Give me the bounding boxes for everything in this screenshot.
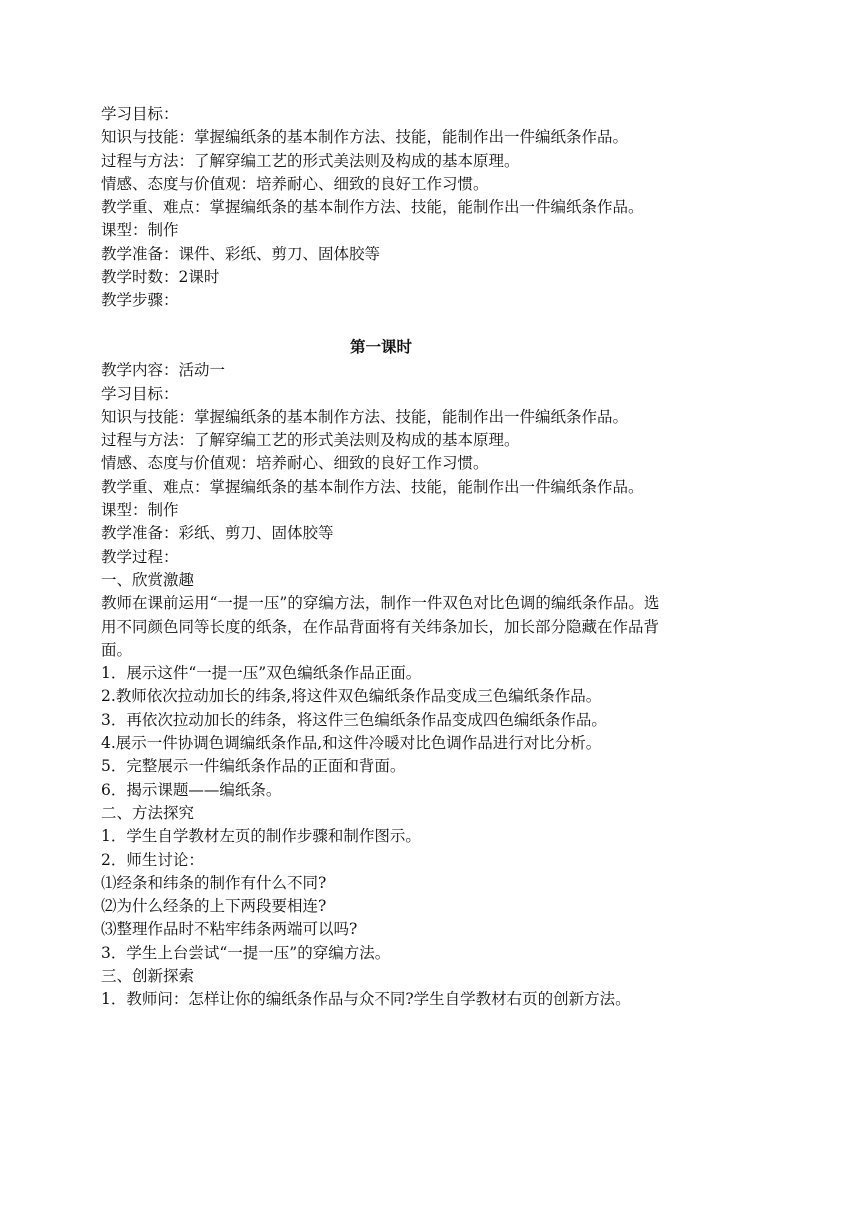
list-item: 3．学生上台尝试“一提一压”的穿编方法。 bbox=[101, 943, 391, 962]
lesson-heading: 第一课时 bbox=[349, 337, 412, 356]
lesson-one-section bbox=[101, 359, 661, 1011]
sub-list-item: ⑴经条和纬条的制作有什么不同? bbox=[101, 873, 327, 892]
objectives-label: 学习目标： bbox=[101, 384, 179, 403]
teaching-steps-label: 教学步骤： bbox=[101, 291, 179, 310]
lesson-hours-text: 教学时数：2课时 bbox=[101, 268, 220, 287]
preparation-text: 教学准备：彩纸、剪刀、固体胶等 bbox=[101, 524, 334, 543]
list-item: 3．再依次拉动加长的纬条，将这件三色编纸条作品变成四色编纸条作品。 bbox=[101, 710, 607, 729]
attitude-values-text: 情感、态度与价值观：培养耐心、细致的良好工作习惯。 bbox=[101, 454, 489, 473]
objectives-section bbox=[101, 103, 661, 313]
list-item: 2．师生讨论： bbox=[101, 850, 204, 869]
teaching-process-label: 教学过程： bbox=[101, 547, 179, 566]
objectives-label: 学习目标： bbox=[101, 105, 179, 123]
step-heading: 二、方法探究 bbox=[101, 803, 195, 822]
list-item: 4.展示一件协调色调编纸条作品,和这件冷暖对比色调作品进行对比分析。 bbox=[101, 734, 602, 753]
key-difficulty-text: 教学重、难点：掌握编纸条的基本制作方法、技能，能制作出一件编纸条作品。 bbox=[101, 477, 644, 496]
process-method-text: 过程与方法：了解穿编工艺的形式美法则及构成的基本原理。 bbox=[101, 431, 520, 450]
document-body bbox=[101, 103, 661, 1012]
list-item: 6．揭示课题——编纸条。 bbox=[101, 780, 282, 799]
lesson-type-text: 课型：制作 bbox=[101, 501, 179, 520]
paragraph: 教师在课前运用“一提一压”的穿编方法，制作一件双色对比色调的编纸条作品。选用不同颜色同等长度的纸条，在作品背面将有关纬条加长，加长部分隐藏在作品背面。 bbox=[101, 594, 660, 659]
list-item: 1．学生自学教材左页的制作步骤和制作图示。 bbox=[101, 827, 421, 846]
attitude-values-text: 情感、态度与价值观：培养耐心、细致的良好工作习惯。 bbox=[101, 174, 489, 193]
list-item: 5．完整展示一件编纸条作品的正面和背面。 bbox=[101, 757, 406, 776]
teaching-content-text: 教学内容：活动一 bbox=[101, 361, 226, 380]
preparation-text: 教学准备：课件、彩纸、剪刀、固体胶等 bbox=[101, 244, 381, 263]
knowledge-skills-text: 知识与技能：掌握编纸条的基本制作方法、技能，能制作出一件编纸条作品。 bbox=[101, 407, 629, 426]
list-item: 2.教师依次拉动加长的纬条,将这件双色编纸条作品变成三色编纸条作品。 bbox=[101, 687, 602, 706]
knowledge-skills-text: 知识与技能：掌握编纸条的基本制作方法、技能，能制作出一件编纸条作品。 bbox=[101, 128, 629, 147]
lesson-type-text: 课型：制作 bbox=[101, 221, 179, 240]
step-heading: 一、欣赏激趣 bbox=[101, 570, 195, 589]
key-difficulty-text: 教学重、难点：掌握编纸条的基本制作方法、技能，能制作出一件编纸条作品。 bbox=[101, 198, 644, 217]
spacer bbox=[101, 313, 661, 336]
step-heading: 三、创新探索 bbox=[101, 966, 195, 985]
process-method-text: 过程与方法：了解穿编工艺的形式美法则及构成的基本原理。 bbox=[101, 151, 520, 170]
list-item: 1．教师问：怎样让你的编纸条作品与众不同?学生自学教材右页的创新方法。 bbox=[101, 990, 631, 1009]
sub-list-item: ⑵为什么经条的上下两段要相连? bbox=[101, 897, 327, 916]
sub-list-item: ⑶整理作品时不粘牢纬条两端可以吗? bbox=[101, 920, 358, 939]
list-item: 1．展示这件“一提一压”双色编纸条作品正面。 bbox=[101, 664, 422, 683]
